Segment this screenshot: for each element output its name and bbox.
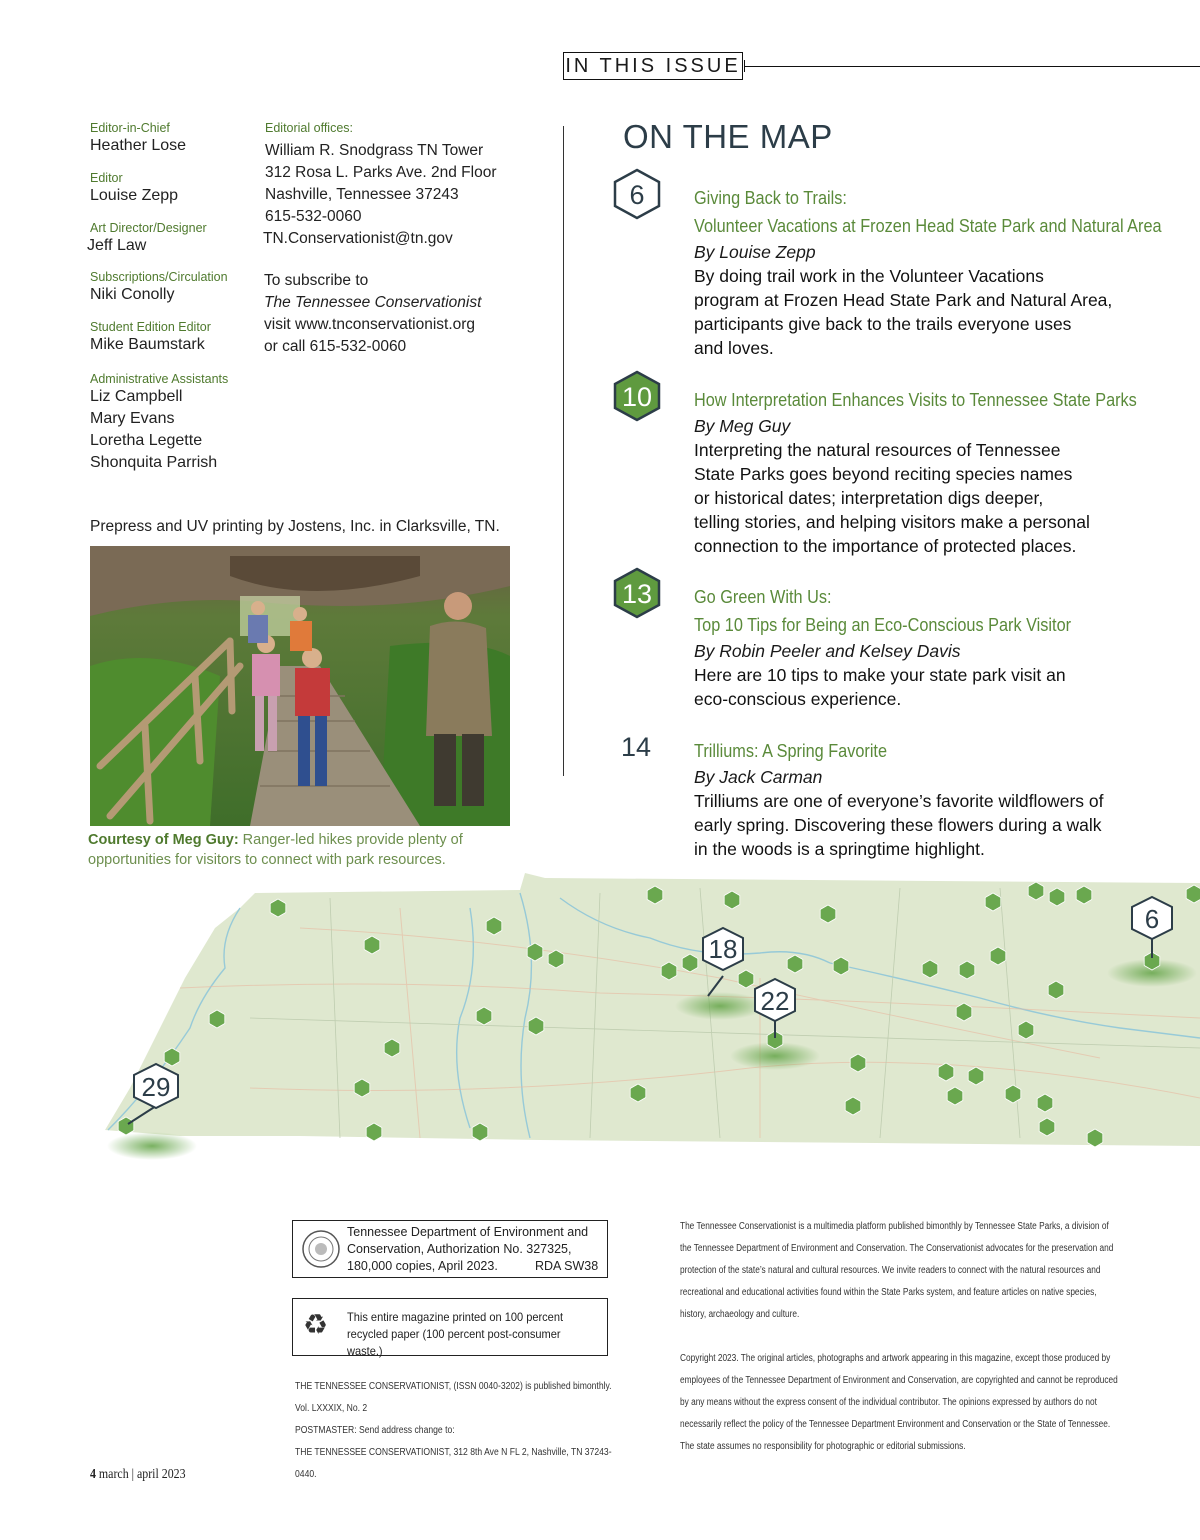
state-park-marker [956, 1003, 972, 1021]
role-title: Student Edition Editor [90, 320, 211, 334]
page-number: 14 [621, 732, 652, 762]
role-title: Art Director/Designer [90, 221, 207, 235]
office-address-line: Nashville, Tennessee 37243 [265, 186, 459, 203]
state-park-marker [472, 1123, 488, 1141]
copyright-line: Copyright 2023. The original articles, photographs and artwork appearing in this magazine, except those produced by [680, 1353, 1111, 1364]
copyright-line: employees of the Tennessee Department of Environment and Conservation, are copyrighted and cannot be reproduced [680, 1375, 1118, 1386]
about-line: The Tennessee Conservationist is a multimedia platform published bimonthly by Tennessee State Parks, a division of [680, 1221, 1109, 1232]
office-phone: 615-532-0060 [265, 208, 362, 225]
staff-role [90, 171, 228, 221]
recycled-notice [347, 1309, 586, 1360]
page-badge-hexagon-outline [611, 168, 663, 220]
role-name: Louise Zepp [90, 187, 179, 204]
staff-role [90, 320, 228, 372]
state-park-marker [270, 899, 286, 917]
page-number: 6 [629, 180, 645, 210]
state-park-marker [630, 1084, 646, 1102]
state-park-marker [647, 886, 663, 904]
state-park-marker [164, 1048, 180, 1066]
article-summary: program at Frozen Head State Park and Natural Area, [694, 290, 1113, 310]
about-line: protection of the state’s natural and cultural resources. We invite readers to connect with the natural resources and [680, 1265, 1101, 1276]
article-summary: Interpreting the natural resources of Tennessee [694, 440, 1061, 460]
role-name: Mary Evans [90, 410, 175, 427]
state-park-marker [528, 1017, 544, 1035]
state-park-marker [209, 1010, 225, 1028]
state-park-marker [1037, 1094, 1053, 1112]
role-title: Administrative Assistants [90, 372, 229, 386]
copyright-line: The state assumes no responsibility for photographic or editorial submissions. [680, 1441, 966, 1452]
tdec-authorization-box [292, 1220, 608, 1278]
copyright-statement [680, 1348, 1153, 1458]
article-summary: Trilliums are one of everyone’s favorite wildflowers of [694, 791, 1104, 811]
map-marker-label: 6 [1144, 904, 1160, 934]
article-title: Go Green With Us: [694, 586, 832, 607]
header-rule [744, 66, 1200, 67]
state-park-marker [1005, 1085, 1021, 1103]
staff-role [90, 372, 228, 474]
article-byline: By Jack Carman [694, 767, 823, 787]
state-park-marker [384, 1039, 400, 1057]
state-park-marker [985, 893, 1001, 911]
state-park-marker [366, 1123, 382, 1141]
article-summary: telling stories, and helping visitors make a personal [694, 512, 1090, 532]
state-park-marker [476, 1007, 492, 1025]
state-park-marker [1048, 981, 1064, 999]
article-entry [694, 583, 1164, 711]
article-title: Volunteer Vacations at Frozen Head State Park and Natural Area [694, 215, 1162, 236]
article-summary: By doing trail work in the Volunteer Vacations [694, 266, 1044, 286]
state-park-marker [845, 1097, 861, 1115]
state-park-marker [1018, 1021, 1034, 1039]
state-park-marker [1039, 1118, 1055, 1136]
postal-line: POSTMASTER: Send address change to: [295, 1425, 455, 1436]
article-byline: By Meg Guy [694, 416, 791, 436]
tennessee-state-parks-map [0, 868, 1200, 1168]
article-summary: connection to the importance of protected places. [694, 536, 1077, 556]
map-marker-label: 22 [760, 986, 790, 1016]
role-name: Liz Campbell [90, 388, 183, 405]
recycle-icon: ♻ [303, 1308, 329, 1341]
about-statement [680, 1216, 1153, 1326]
state-park-marker [922, 960, 938, 978]
caption-text: Ranger-led hikes provide plenty of opportunities for visitors to connect with park resources. [88, 832, 463, 868]
on-the-map-title: ON THE MAP [623, 118, 833, 155]
folio-page-number: 4 [90, 1467, 96, 1482]
state-park-marker [118, 1117, 134, 1135]
postal-statement [295, 1376, 613, 1486]
page-badge-hexagon-filled [611, 567, 663, 619]
article-summary: or historical dates; interpretation digs deeper, [694, 488, 1044, 508]
about-line: history, archaeology and culture. [680, 1309, 800, 1320]
state-park-marker [968, 1067, 984, 1085]
rda-code: RDA SW38 [535, 1259, 599, 1273]
state-park-marker [1049, 888, 1065, 906]
role-name: Niki Conolly [90, 286, 175, 303]
caption-credit: Courtesy of Meg Guy: [88, 832, 239, 848]
article-summary: State Parks goes beyond reciting species names [694, 464, 1073, 484]
office-address-line: 312 Rosa L. Parks Ave. 2nd Floor [265, 164, 497, 181]
notice-line: 180,000 copies, April 2023. [347, 1259, 498, 1273]
subscribe-website: visit www.tnconservationist.org [264, 316, 476, 333]
article-summary: in the woods is a springtime highlight. [694, 839, 985, 859]
article-entry [694, 386, 1164, 558]
section-label: IN THIS ISSUE [563, 52, 743, 80]
subscribe-line: To subscribe to [264, 272, 369, 289]
state-park-marker [820, 905, 836, 923]
state-park-marker [682, 954, 698, 972]
masthead-staff [87, 121, 229, 474]
postal-line: THE TENNESSEE CONSERVATIONIST, 312 8th Ave N FL 2, Nashville, TN 37243-0440. [295, 1447, 612, 1480]
role-name: Loretha Legette [90, 432, 203, 449]
article-entry [694, 737, 1164, 861]
staff-role [90, 270, 228, 320]
state-park-marker [1076, 886, 1092, 904]
offices-label: Editorial offices: [265, 121, 354, 135]
state-park-marker [990, 947, 1006, 965]
article-summary: eco-conscious experience. [694, 689, 902, 709]
article-summary: Here are 10 tips to make your state park visit an [694, 665, 1066, 685]
role-name: Shonquita Parrish [90, 454, 218, 471]
role-title: Editor-in-Chief [90, 121, 170, 135]
role-name: Jeff Law [87, 237, 147, 254]
postal-line: Vol. LXXXIX, No. 2 [295, 1403, 368, 1414]
article-title: Top 10 Tips for Being an Eco-Conscious Park Visitor [694, 614, 1072, 635]
staff-role [90, 121, 228, 171]
office-address-line: William R. Snodgrass TN Tower [265, 142, 484, 159]
page-number: 10 [621, 382, 653, 412]
article-title: Trilliums: A Spring Favorite [694, 740, 888, 761]
state-park-marker [787, 955, 803, 973]
article-summary: early spring. Discovering these flowers during a walk [694, 815, 1102, 835]
state-park-marker [486, 917, 502, 935]
photo-caption [88, 830, 518, 870]
role-name: Mike Baumstark [90, 336, 205, 353]
page-badge-hexagon-filled [611, 370, 663, 422]
editorial-offices [265, 121, 497, 250]
role-name: Heather Lose [90, 137, 187, 154]
map-marker-label: 29 [141, 1072, 171, 1102]
role-title: Editor [90, 171, 123, 185]
state-park-marker [938, 1063, 954, 1081]
article-summary: participants give back to the trails everyone uses [694, 314, 1072, 334]
state-park-marker [959, 961, 975, 979]
state-park-marker [354, 1079, 370, 1097]
state-park-marker [738, 970, 754, 988]
state-park-marker [1028, 882, 1044, 900]
role-title: Subscriptions/Circulation [90, 270, 228, 284]
state-park-marker [947, 1087, 963, 1105]
copyright-line: by any means without the express consent of the individual contributor. The opinions expressed by authors do not [680, 1397, 1097, 1408]
state-park-marker [724, 891, 740, 909]
state-park-marker [850, 1054, 866, 1072]
article-entry [694, 184, 1164, 360]
notice-line: Conservation, Authorization No. 327325, [347, 1242, 572, 1256]
article-byline: By Louise Zepp [694, 242, 816, 262]
page-folio [90, 1467, 186, 1483]
state-park-marker [833, 957, 849, 975]
office-email: TN.Conservationist@tn.gov [263, 230, 453, 247]
article-title: How Interpretation Enhances Visits to Tennessee State Parks [694, 389, 1137, 410]
subscribe-phone: or call 615-532-0060 [264, 338, 407, 355]
postal-line: THE TENNESSEE CONSERVATIONIST, (ISSN 0040-3202) is published bimonthly. [295, 1381, 612, 1392]
state-park-marker [661, 962, 677, 980]
article-summary: and loves. [694, 338, 774, 358]
copyright-line: necessarily reflect the policy of the Tennessee Department Environment and Conservation or the State of Tennessee. [680, 1419, 1111, 1430]
state-park-marker [1087, 1129, 1103, 1147]
printing-credit: Prepress and UV printing by Jostens, Inc. in Clarksville, TN. [90, 518, 500, 535]
notice-line: This entire magazine printed on 100 percent [347, 1310, 564, 1324]
article-title: Giving Back to Trails: [694, 187, 847, 208]
about-line: the Tennessee Department of Environment and Conservation. The Conservationist advocates for the preservation and [680, 1243, 1114, 1254]
staff-role [87, 221, 228, 270]
state-park-marker [548, 950, 564, 968]
ranger-hike-photo [90, 546, 510, 826]
about-line: recreational and educational activities found within the State Parks system, and feature articles on native species, [680, 1287, 1097, 1298]
article-byline: By Robin Peeler and Kelsey Davis [694, 641, 961, 661]
map-marker-label: 18 [708, 934, 738, 964]
notice-line: recycled paper (100 percent post-consumer waste.) [347, 1327, 561, 1358]
page-number: 13 [621, 579, 653, 609]
notice-line: Tennessee Department of Environment and [347, 1225, 589, 1239]
subscribe-info [264, 270, 481, 358]
tennessee-state-seal-icon [301, 1229, 341, 1269]
state-park-marker [527, 943, 543, 961]
folio-issue-date: march | april 2023 [98, 1467, 186, 1482]
recycled-paper-box [292, 1298, 608, 1356]
state-park-marker [364, 936, 380, 954]
column-divider [563, 126, 564, 776]
magazine-name: The Tennessee Conservationist [264, 294, 482, 311]
